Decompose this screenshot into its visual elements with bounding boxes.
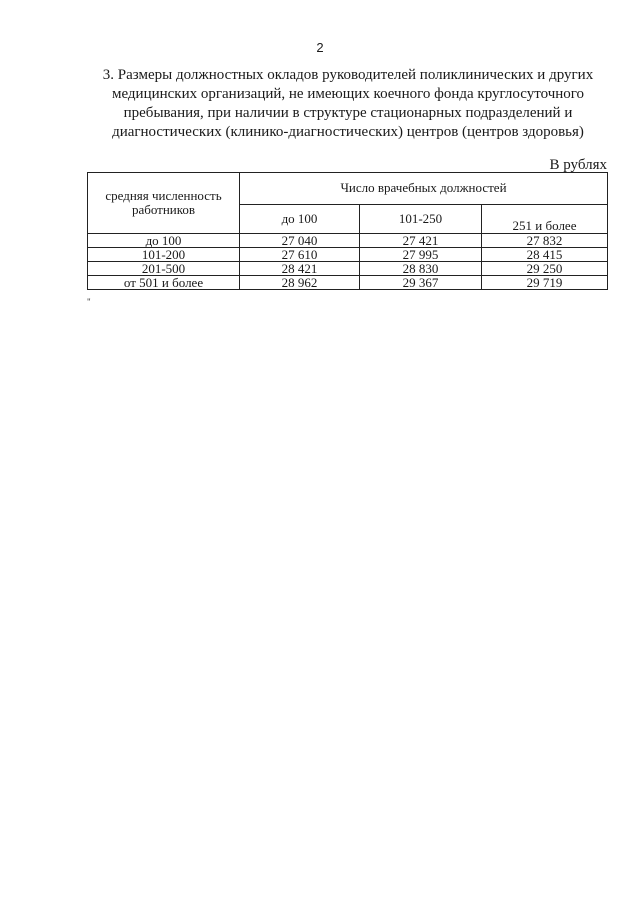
- group-header: Число врачебных должностей: [240, 173, 608, 205]
- heading-line: медицинских организаций, не имеющих коечного фонда круглосуточного: [111, 86, 585, 102]
- heading-line: диагностических (клинико-диагностических) центров (центров здоровья): [112, 124, 584, 140]
- section-heading: [88, 66, 608, 142]
- table-row: [88, 234, 608, 248]
- currency-note: В рублях: [549, 157, 607, 173]
- page-number: 2: [316, 40, 324, 55]
- row-label: 201-500: [88, 262, 240, 276]
- table-cell: 27 995: [360, 248, 482, 262]
- row-header-label: средняя численность работников: [88, 173, 240, 234]
- sub-header: 251 и более: [482, 204, 608, 233]
- table-row: [88, 248, 608, 262]
- table-cell: 27 610: [240, 248, 360, 262]
- table-cell: 28 415: [482, 248, 608, 262]
- closing-quote-mark: ": [87, 297, 91, 307]
- table-cell: 29 719: [482, 276, 608, 290]
- salary-table: [87, 172, 608, 290]
- sub-header: до 100: [240, 204, 360, 233]
- heading-line: пребывания, при наличии в структуре стационарных подразделений и: [123, 105, 573, 121]
- table-cell: 29 367: [360, 276, 482, 290]
- table-row: [88, 262, 608, 276]
- row-label: 101-200: [88, 248, 240, 262]
- table-cell: 28 962: [240, 276, 360, 290]
- table-cell: 27 832: [482, 234, 608, 248]
- table-cell: 28 830: [360, 262, 482, 276]
- heading-line: 3. Размеры должностных окладов руководителей поликлинических и других: [102, 67, 594, 83]
- table-row: [88, 276, 608, 290]
- sub-header: 101-250: [360, 204, 482, 233]
- table-cell: 29 250: [482, 262, 608, 276]
- table-cell: 28 421: [240, 262, 360, 276]
- row-label: от 501 и более: [88, 276, 240, 290]
- row-label: до 100: [88, 234, 240, 248]
- table-cell: 27 421: [360, 234, 482, 248]
- table-cell: 27 040: [240, 234, 360, 248]
- table-header-row: [88, 173, 608, 205]
